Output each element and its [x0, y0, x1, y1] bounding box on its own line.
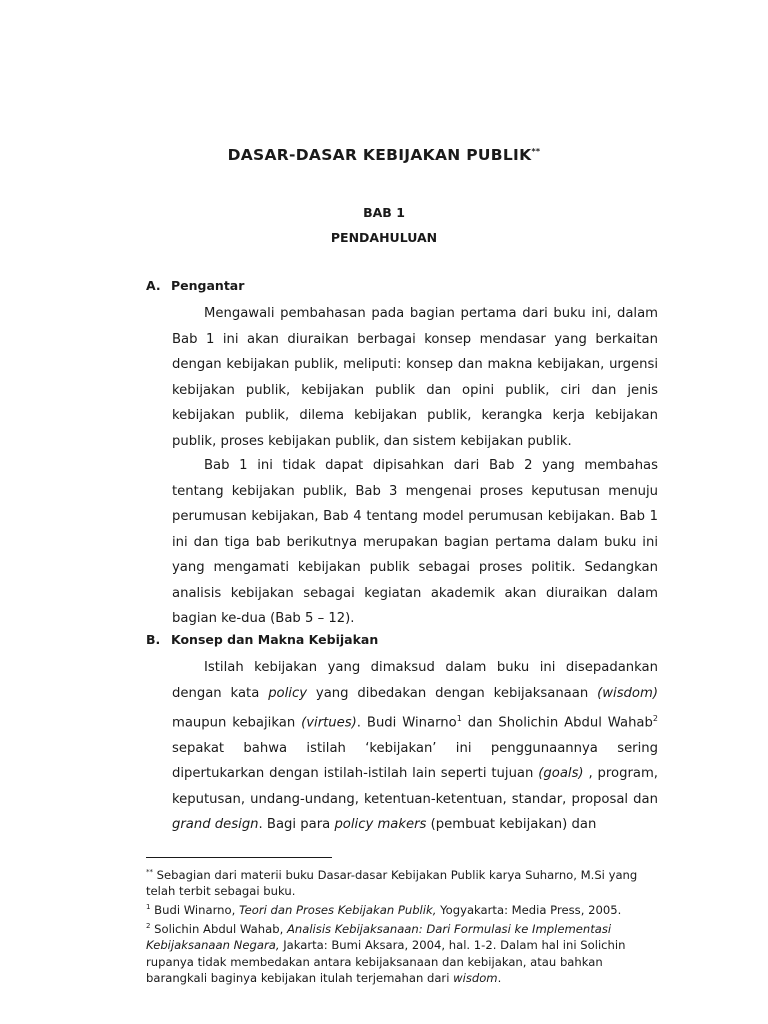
- section-b-title: Konsep dan Makna Kebijakan: [171, 632, 379, 647]
- chapter-title: PENDAHULUAN: [330, 230, 438, 245]
- footnotes: [146, 864, 658, 986]
- section-a-paragraph-1: [172, 301, 658, 454]
- footnote-separator: [146, 857, 332, 858]
- text-run: . Budi Winarno: [356, 715, 457, 731]
- text-run-italic: (wisdom): [597, 685, 658, 701]
- title-text: DASAR-DASAR KEBIJAKAN PUBLIK: [227, 146, 532, 164]
- paragraph-text: Bab 1 ini tidak dapat dipisahkan dari Bab 2 yang membahas tentang kebijakan publik, Bab 3 mengenai proses keputusan menuju perumusan kebijakan, Bab 4 tentang model perumusan kebijakan. Bab 1 ini dan tiga bab berikutnya merupakan bagian pertama dalam buku ini yang mengamati kebijakan publik sebagai proses politik. Sedangkan analisis kebijakan sebagai kegiatan akademik akan diuraikan dalam bagian ke-dua (Bab 5 – 12).: [172, 458, 658, 626]
- footnote-text-italic: wisdom: [453, 970, 498, 985]
- text-run-italic: (virtues): [301, 715, 357, 731]
- footnote-text: .: [497, 970, 502, 985]
- text-run-italic: policy makers: [334, 817, 427, 833]
- text-run: , program, keputusan, undang-undang, ketentuan-ketentuan, standar, proposal dan: [172, 766, 658, 807]
- section-a-letter: A.: [146, 278, 161, 293]
- footnote-mark: 1: [146, 903, 151, 912]
- text-run-italic: policy: [268, 685, 308, 701]
- section-b-paragraph-1: [172, 655, 658, 838]
- title-footnote-mark: **: [531, 146, 541, 156]
- text-run: maupun kebajikan: [172, 715, 302, 731]
- chapter-number: BAB 1: [363, 205, 405, 220]
- section-a-paragraph-2: [172, 453, 658, 632]
- text-run-italic: (goals): [538, 766, 584, 782]
- section-b-heading: [146, 632, 378, 647]
- footnote-mark: **: [146, 868, 153, 876]
- footnote-text: Jakarta: Bumi Aksara, 2004, hal. 1-2. Dalam hal ini Solichin rupanya tidak membedakan antara kebijaksanaan dan kebijakan, atau bahkan barangkali baginya kebijakan itulah terjemahan dari: [146, 938, 626, 985]
- text-run: yang dibedakan dengan kebijaksanaan: [307, 685, 598, 701]
- footnote-text: Sebagian dari materii buku Dasar-dasar Kebijakan Publik karya Suharno, M.Si yang telah terbit sebagai buku.: [146, 867, 638, 899]
- footnote-text-italic: Analisis Kebijaksanaan: Dari Formulasi ke Implementasi Kebijaksanaan Negara,: [146, 922, 612, 953]
- footnote-text: Yogyakarta: Media Press, 2005.: [436, 903, 622, 918]
- document-title: [0, 146, 768, 164]
- footnote-0: [146, 864, 658, 899]
- text-run: (pembuat kebijakan) dan: [426, 817, 597, 833]
- section-a-heading: [146, 278, 244, 293]
- section-a-title: Pengantar: [171, 278, 245, 293]
- footnote-text: Solichin Abdul Wahab,: [150, 922, 287, 937]
- footnote-text: Budi Winarno,: [150, 903, 239, 918]
- section-b-letter: B.: [146, 632, 161, 647]
- text-run: sepakat bahwa istilah ‘kebijakan’ ini penggunaannya sering dipertukarkan dengan istilah-istilah lain seperti tujuan: [172, 740, 658, 782]
- footnote-ref-2: 2: [652, 714, 658, 723]
- footnote-text-italic: Teori dan Proses Kebijakan Publik,: [238, 903, 437, 918]
- footnote-ref-1: 1: [456, 714, 462, 723]
- footnote-1: [146, 899, 658, 918]
- text-run: dan Sholichin Abdul Wahab: [461, 715, 653, 731]
- footnote-2: [146, 918, 658, 986]
- text-run-italic: grand design: [172, 817, 259, 833]
- paragraph-text: Mengawali pembahasan pada bagian pertama dari buku ini, dalam Bab 1 ini akan diuraikan berbagai konsep mendasar yang berkaitan dengan kebijakan publik, meliputi: konsep dan makna kebijakan, urgensi kebijakan publik, kebijakan publik dan opini publik, ciri dan jenis kebijakan publik, dilema kebijakan publik, kerangka kerja kebijakan publik, proses kebijakan publik, dan sistem kebijakan publik.: [172, 306, 658, 449]
- footnote-mark: 2: [146, 922, 151, 931]
- text-run: Istilah kebijakan yang dimaksud dalam buku ini disepadankan dengan kata: [172, 660, 658, 701]
- text-run: . Bagi para: [258, 817, 335, 833]
